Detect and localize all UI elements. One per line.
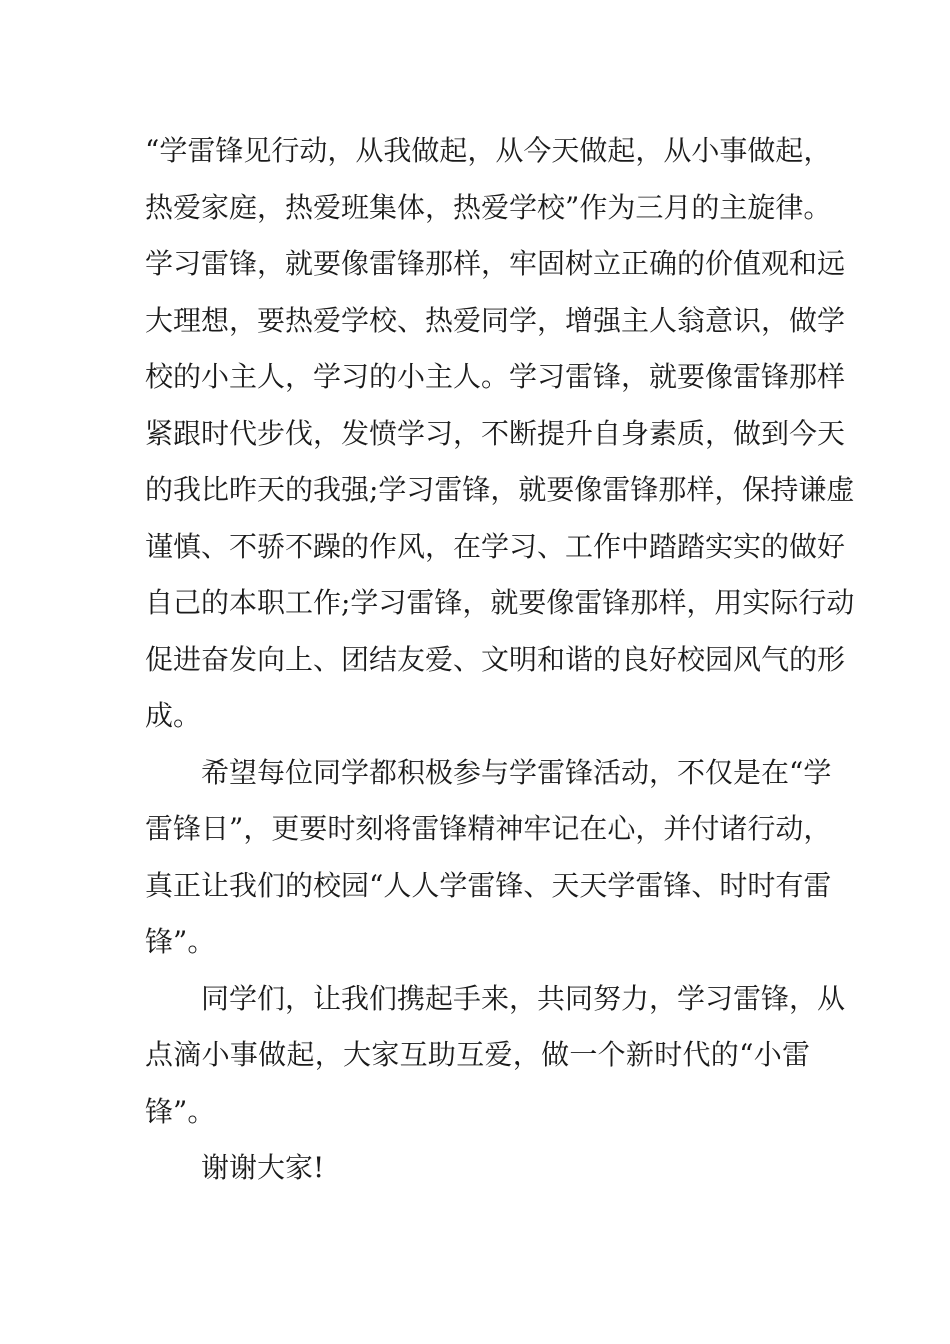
text-line: 成。: [145, 699, 202, 732]
paragraph-3: [145, 971, 846, 1141]
text-line: 的我比昨天的我强;学习雷锋，就要像雷锋那样，保持谦虚: [145, 473, 855, 506]
text-line: 锋”。: [145, 1094, 216, 1128]
text-line: 希望每位同学都积极参与学雷锋活动，不仅是在“学: [201, 755, 832, 789]
text-line: 促进奋发向上、团结友爱、文明和谐的良好校园风气的形: [145, 642, 846, 676]
text-line: 同学们，让我们携起手来，共同努力，学习雷锋，从: [201, 981, 846, 1015]
paragraph-2: [145, 745, 832, 971]
text-line: 紧跟时代步伐，发愤学习，不断提升自身素质，做到今天: [145, 416, 846, 450]
text-line: “学雷锋见行动，从我做起，从今天做起，从小事做起，: [145, 134, 832, 167]
document-body: [145, 123, 855, 1197]
text-line: 真正让我们的校园“人人学雷锋、天天学雷锋、时时有雷: [145, 868, 832, 902]
paragraph-1: [145, 123, 855, 745]
text-line: 雷锋日”，更要时刻将雷锋精神牢记在心，并付诸行动，: [145, 812, 832, 845]
text-line: 点滴小事做起，大家互助互爱，做一个新时代的“小雷: [145, 1038, 810, 1071]
text-line: 谨慎、不骄不躁的作风，在学习、工作中踏踏实实的做好: [145, 529, 846, 563]
text-line: 自己的本职工作;学习雷锋，就要像雷锋那样，用实际行动: [145, 586, 855, 619]
text-line: 大理想，要热爱学校、热爱同学，增强主人翁意识，做学: [145, 303, 846, 337]
text-line: 学习雷锋，就要像雷锋那样，牢固树立正确的价值观和远: [145, 247, 846, 280]
closing-line: 谢谢大家!: [201, 1151, 325, 1184]
text-line: 校的小主人，学习的小主人。学习雷锋，就要像雷锋那样: [145, 360, 846, 393]
text-line: 锋”。: [145, 925, 216, 958]
text-line: 热爱家庭，热爱班集体，热爱学校”作为三月的主旋律。: [145, 190, 832, 224]
paragraph-4: [145, 1140, 810, 1197]
